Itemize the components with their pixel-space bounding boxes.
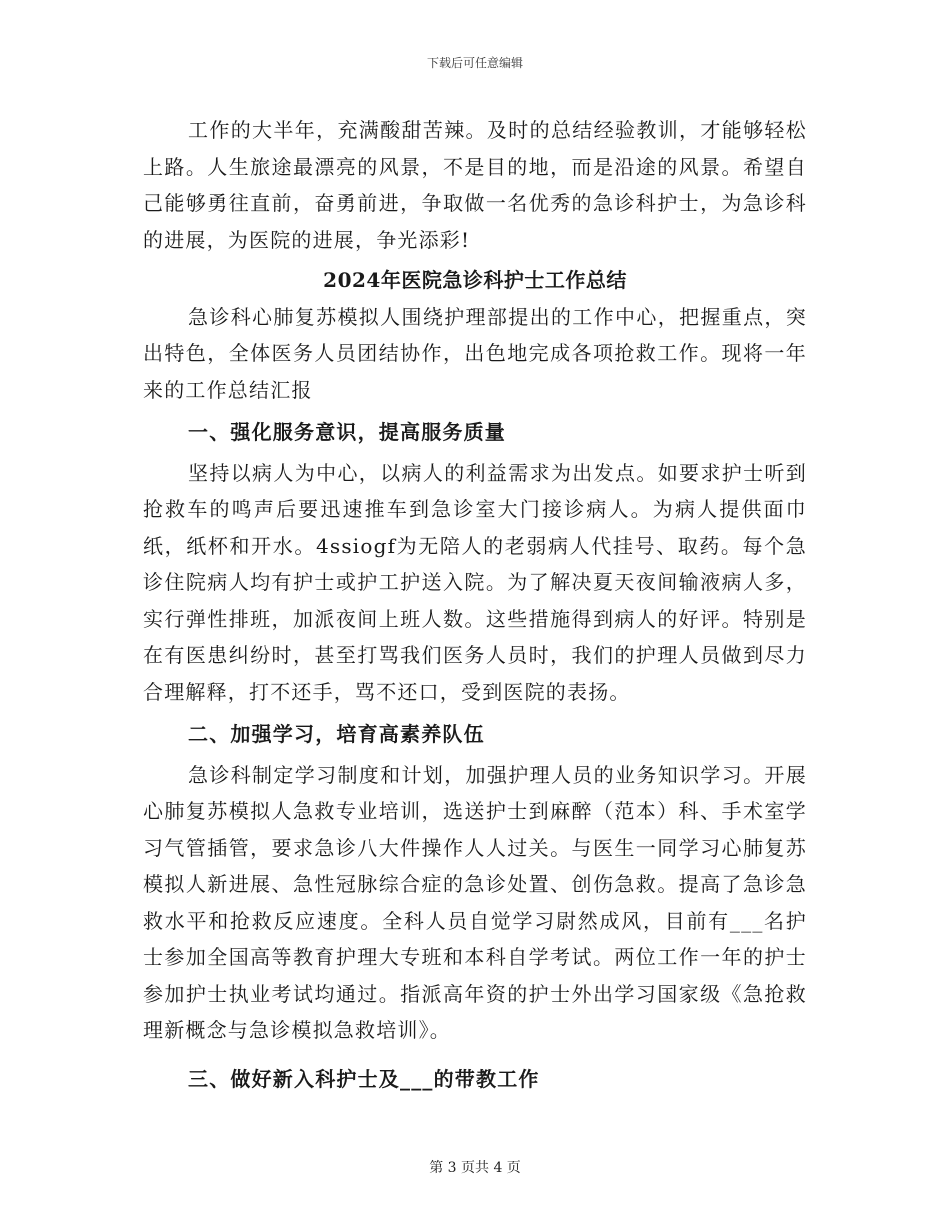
page-header: 下载后可任意编辑 (426, 56, 523, 70)
section-heading-2: 二、加强学习，培育高素养队伍 (188, 722, 485, 746)
paragraph-intro: 工作的大半年，充满酸甜苦辣。及时的总结经验教训，才能够轻松上路。人生旅途最漂亮的风景，不是目的地，而是沿途的风景。希望自己能够勇往直前，奋勇前进，争取做一名优秀的急诊科护士，为急诊科的进展，为医院的进展，争光添彩! (143, 118, 807, 252)
document-body (143, 112, 807, 1101)
section-heading-3: 三、做好新入科护士及___的带教工作 (188, 1066, 540, 1091)
page-footer: 第 3 页共 4 页 (429, 1160, 521, 1176)
document-title: 2024年医院急诊科护士工作总结 (323, 268, 627, 292)
paragraph-service: 坚持以病人为中心，以病人的利益需求为出发点。如要求护士听到抢救车的鸣声后要迅速推车到急诊室大门接诊病人。为病人提供面巾纸，纸杯和开水。4ssiogf为无陪人的老弱病人代挂号、取药。每个急诊住院病人均有护士或护工护送入院。为了解决夏天夜间输液病人多，实行弹性排班，加派夜间上班人数。这些措施得到病人的好评。特别是在有医患纠纷时，甚至打骂我们医务人员时，我们的护理人员做到尽力合理解释，打不还手，骂不还口，受到医院的表扬。 (143, 460, 807, 704)
paragraph-learning: 急诊科制定学习制度和计划，加强护理人员的业务知识学习。开展心肺复苏模拟人急救专业培训，选送护士到麻醉（范本）科、手术室学习气管插管，要求急诊八大件操作人人过关。与医生一同学习心肺复苏模拟人新进展、急性冠脉综合症的急诊处置、创伤急救。提高了急诊急救水平和抢救反应速度。全科人员自觉学习尉然成风，目前有___名护士参加全国高等教育护理大专班和本科自学考试。两位工作一年的护士参加护士执业考试均通过。指派高年资的护士外出学习国家级《急抢救理新概念与急诊模拟急救培训》。 (143, 762, 807, 1042)
paragraph-overview: 急诊科心肺复苏模拟人围绕护理部提出的工作中心，把握重点，突出特色，全体医务人员团结协作，出色地完成各项抢救工作。现将一年来的工作总结汇报 (143, 304, 807, 402)
section-heading-1: 一、强化服务意识，提高服务质量 (188, 420, 506, 444)
